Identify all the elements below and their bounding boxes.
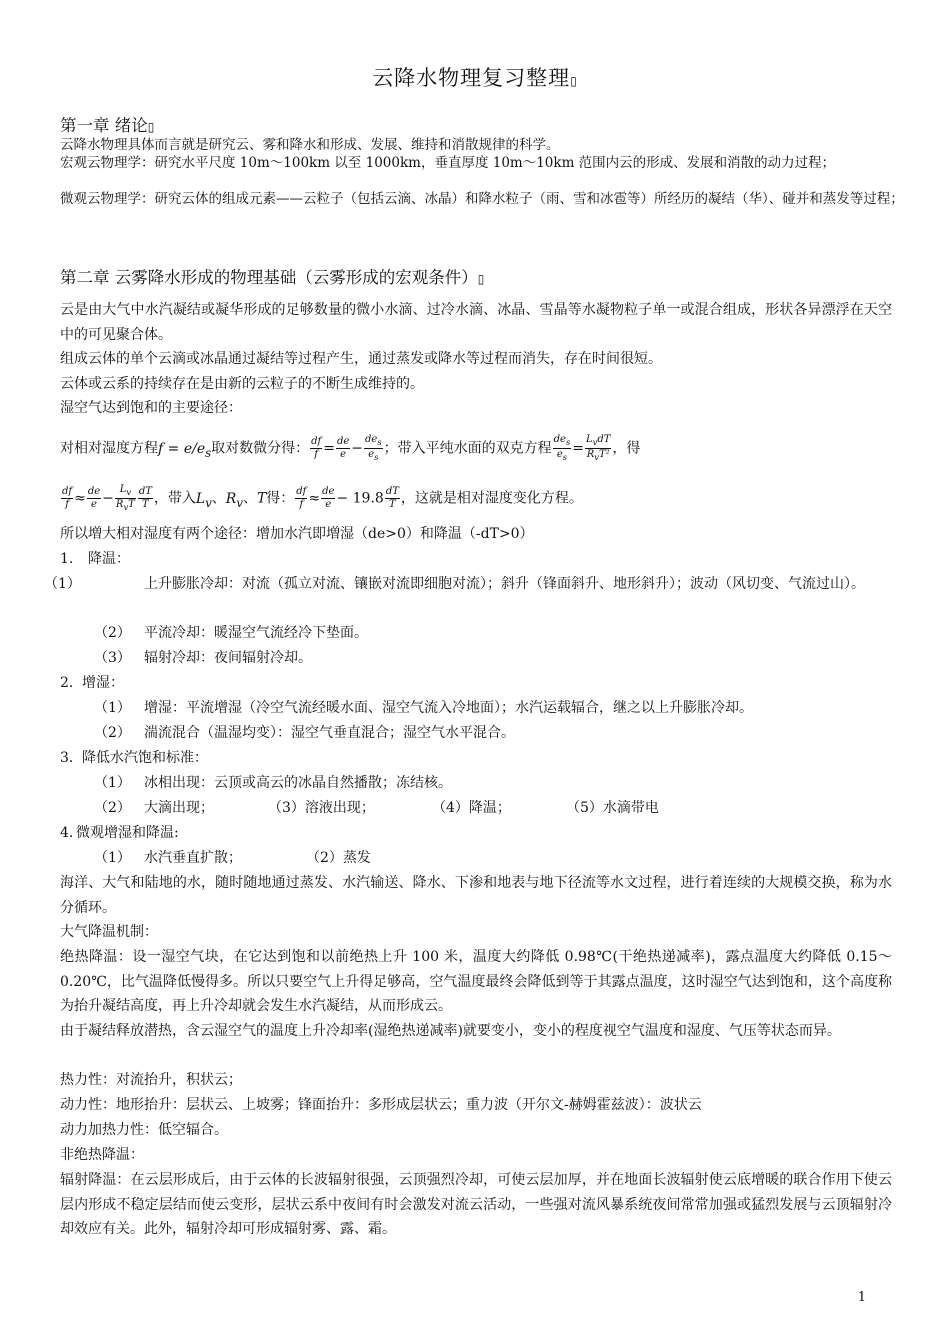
section-3-item-1: （1） 冰相出现：云顶或高云的冰晶自然播散；冻结核。 [94,775,452,791]
section-1-item-3: （3） 辐射冷却：夜间辐射冷却。 [94,650,312,666]
document-title: 云降水物理复习整理▯ [372,66,578,90]
section-1-label: 降温： [88,551,130,567]
section-1-item-1: （1） 上升膨胀冷却：对流（孤立对流、镶嵌对流即细胞对流）；斜升（锋面斜升、地形斜升）；波动（风切变、气流过山）。 [44,576,865,592]
ch1-paragraph-1: 云降水物理具体而言就是研究云、雾和降水和形成、发展、维持和消散规律的科学。 [60,137,560,153]
section-3-item-4: （4）降温； [432,800,511,816]
section-1-number: 1. [60,551,74,567]
ch2-paragraph-10: 热力性：对流抬升，积状云； [60,1072,242,1088]
equation-line-2: $\frac{df}{f}$ ≈ $\frac{de}{e}$ − $\frac{L_v}{R_vT}$ $\frac{dT}{T}$ ，带入$L_v$、$R_v$、T得： $\frac{df}{f}$ ≈ $\frac{de}{e}$ − 19.8 $\frac{dT}{T}$ ，这就是相对湿度变化方程。 [62,484,583,512]
chapter1-heading: 第一章 绪论▯ [60,116,155,135]
ch2-paragraph-6: 海洋、大气和陆地的水，随时随地通过蒸发、水汽输送、降水、下渗和地表与地下径流等水文过程，进行着连续的大规模交换，称为水分循环。 [60,875,892,916]
ch2-paragraph-13: 非绝热降温： [60,1147,144,1163]
section-3-item-5: （5）水滴带电 [566,800,659,816]
section-3-number: 3． [60,750,83,766]
chapter2-heading: 第二章 云雾降水形成的物理基础（云雾形成的宏观条件）▯ [60,268,485,287]
ch2-paragraph-12: 动力加热力性：低空辐合。 [60,1122,228,1138]
section-4-label: 微观增湿和降温: [76,825,179,841]
ch2-paragraph-4: 湿空气达到饱和的主要途径： [60,400,242,416]
ch1-paragraph-3: 微观云物理学：研究云体的组成元素——云粒子（包括云滴、冰晶）和降水粒子（雨、雪和冰雹等）所经历的凝结（华）、碰并和蒸发等过程； [60,191,904,207]
section-3-item-3: （3）溶液出现； [268,800,375,816]
page-number: 1 [857,1290,866,1305]
ch2-paragraph-5: 所以増大相对湿度有两个途径：增加水汽即増湿（de>0）和降温（-dT>0） [60,526,534,542]
section-4-item-1-label: （1） [94,850,131,866]
section-3-item-2: 大滴出现； [144,800,214,816]
section-3-label: 降低水汽饱和标准： [82,750,208,766]
section-2-item-2: （2） 湍流混合（温湿均变）：湿空气垂直混合；湿空气水平混合。 [94,725,515,741]
section-2-label: 增湿： [82,675,124,691]
ch2-paragraph-2: 组成云体的单个云滴或冰晶通过凝结等过程产生，通过蒸发或降水等过程而消失，存在时间很短。 [60,351,662,367]
section-4-number: 4. [60,825,74,841]
section-3-item-2-label: （2） [94,800,131,816]
ch2-paragraph-9: 由于凝结释放潜热，含云湿空气的温度上升冷却率(湿绝热递减率)就要变小，变小的程度视空气温度和湿度、气压等状态而异。 [60,1023,841,1039]
ch2-paragraph-7: 大气降温机制： [60,924,158,940]
ch2-paragraph-3: 云体或云系的持续存在是由新的云粒子的不断生成维持的。 [60,376,424,392]
section-4-item-2: （2）蒸发 [306,850,371,866]
equation-line-1: 对相对湿度方程$f = e/e_s$取对数微分得： $\frac{df}{f}$ = $\frac{de}{e}$ − $\frac{de_s}{e_s}$ ；带入平纯水面的双克方程 $\frac{de_s}{e_s}$ = $\frac{L_vdT}{R_vT^2}$ ，得 [60,434,641,462]
ch2-paragraph-11: 动力性：地形抬升：层状云、上坡雾；锋面抬升：多形成层状云；重力波（开尔文-赫姆霍兹波）：波状云 [60,1097,702,1113]
section-4-item-1: 水汽垂直扩散； [144,850,242,866]
ch2-paragraph-8: 绝热降温：设一湿空气块，在它达到饱和以前绝热上升 100 米，温度大约降低 0.98℃(干绝热递减率)，露点温度大约降低 0.15～0.20℃，比气温降低慢得多。所以只要空气上升得足够高，空气温度最终会降低到等于其露点温度，这时湿空气达到饱和，这个高度称为抬升凝结高度，再上升冷却就会发生水汽凝结，从而形成云。 [60,949,892,1014]
section-2-item-1: （1） 增湿：平流增湿（冷空气流经暖水面、湿空气流入冷地面）；水汽运载辐合，继之以上升膨胀冷却。 [94,700,753,716]
section-1-item-2: （2） 平流冷却：暖湿空气流经冷下垫面。 [94,625,368,641]
ch1-paragraph-2: 宏观云物理学：研究水平尺度 10m～100km 以至 1000km，垂直厚度 10m～10km 范围内云的形成、发展和消散的动力过程； [60,155,836,171]
section-2-number: 2． [60,675,83,691]
ch2-paragraph-1: 云是由大气中水汽凝结或凝华形成的足够数量的微小水滴、过冷水滴、冰晶、雪晶等水凝物粒子单一或混合组成，形状各异漂浮在天空中的可见聚合体。 [60,302,892,343]
ch2-paragraph-14: 辐射降温：在云层形成后，由于云体的长波辐射很强，云顶强烈冷却，可使云层加厚，并在地面长波辐射使云底增暖的联合作用下使云层内形成不稳定层结而使云变形，层状云系中夜间有时会激发对流云活动，一些强对流风暴系统夜间常常加强或猛烈发展与云顶辐射冷却效应有关。此外，辐射冷却可形成辐射雾、露、霜。 [60,1172,892,1237]
